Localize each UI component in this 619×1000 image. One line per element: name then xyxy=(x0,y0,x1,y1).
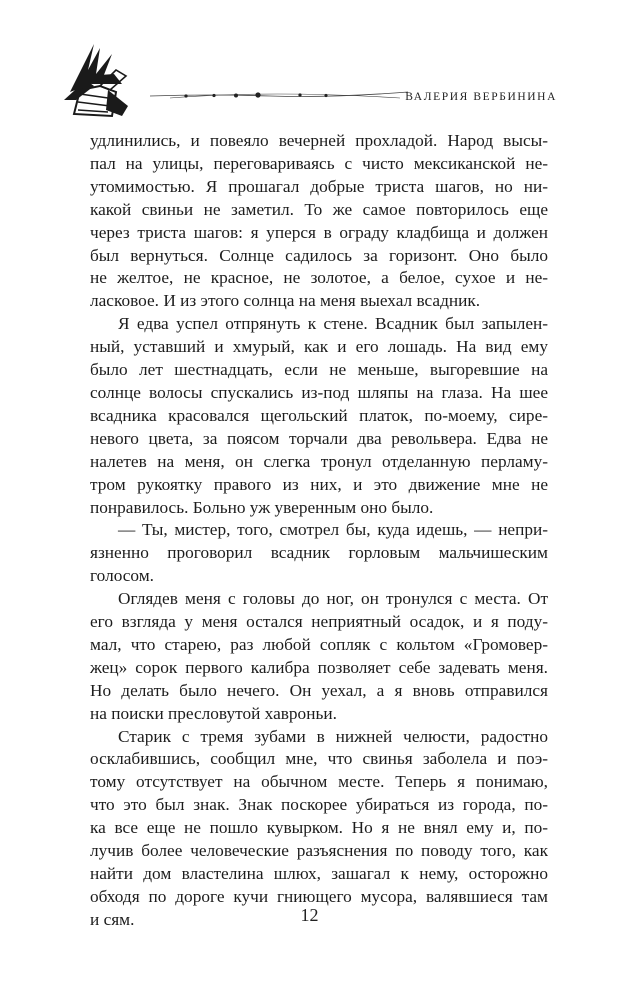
text-line: Оглядев меня с головы до ног, он тронулся с места. От xyxy=(118,589,548,609)
text-line: — Ты, мистер, того, смотрел бы, куда идешь, — непри- xyxy=(118,520,548,540)
text-line: осклабившись, сообщил мне, что свинья заболела и поэ- xyxy=(90,749,548,769)
text-line: было лет шестнадцать, если не меньше, выгоревшие на xyxy=(90,360,548,380)
text-line: невого цвета, за поясом торчали два револьвера. Едва не xyxy=(90,428,548,448)
text-line: удлинились, и повеяло вечерней прохладой. Народ высы- xyxy=(90,131,548,150)
text-line: его взгляда у меня остался неприятный осадок, и я поду- xyxy=(90,612,548,632)
text-line: язненно проговорил всадник горловым мальчишеским xyxy=(90,543,548,563)
text-line: не желтое, не красное, не золотое, а белое, сухое и не- xyxy=(90,268,548,288)
text-line: мал, что старею, раз любой сопляк с кольтом «Громовер- xyxy=(90,634,548,654)
text-line: всадника красовался щегольский платок, по-моему, сире- xyxy=(90,405,548,425)
text-line: на поиски пресловутой хавроньи. xyxy=(90,703,337,723)
text-line: налетев на меня, он слегка тронул отделанную перламу- xyxy=(90,451,548,471)
text-line: что это был знак. Знак поскорее убираться из города, по- xyxy=(90,795,548,815)
text-line: ный, уставший и хмурый, как и его лошадь. На вид ему xyxy=(90,337,548,357)
page-body-text xyxy=(90,130,548,932)
running-header-author: ВАЛЕРИЯ ВЕРБИНИНА xyxy=(405,91,557,103)
text-line: голосом. xyxy=(90,566,155,586)
text-line: тому отсутствует на обычном месте. Теперь я понимаю, xyxy=(90,772,548,792)
text-line: и сям. xyxy=(90,909,135,929)
text-line: найти дом властелина шлюх, зашагал к нему, осторожно xyxy=(90,864,548,883)
text-line: ласковое. И из этого солнца на меня выехал всадник. xyxy=(90,291,481,311)
header-divider-ornament xyxy=(150,86,408,106)
author-emblem-icon xyxy=(56,40,146,122)
text-line: жец» сорок первого калибра позволяет себе задевать меня. xyxy=(90,657,548,677)
text-line: солнце волосы спускались из-под шляпы на глаза. На шее xyxy=(90,382,548,402)
text-line: какой свиньи не заметил. То же самое повторилось еще xyxy=(90,199,548,219)
text-line: тром рукоятку правого из них, и это движение мне не xyxy=(90,474,548,494)
page-number: 12 xyxy=(300,905,319,925)
text-line: был вернуться. Солнце садилось за горизонт. Оно было xyxy=(90,245,548,265)
text-line: понравилось. Больно уж уверенным оно было. xyxy=(90,497,434,517)
text-line: обходя по дороге кучи гниющего мусора, валявшиеся там xyxy=(90,886,548,906)
text-line: пал на улицы, переговариваясь с чисто мексиканской не- xyxy=(90,153,548,173)
text-line: Но делать было нечего. Он уехал, а я вновь отправился xyxy=(90,680,548,700)
text-line: Я едва успел отпрянуть к стене. Всадник был запылен- xyxy=(118,314,548,334)
text-line: через триста шагов: я уперся в ограду кладбища и должен xyxy=(90,222,548,242)
text-line: ка все еще не пошло кувырком. Но я не внял ему и, по- xyxy=(90,818,548,838)
text-line: утомимостью. Я прошагал добрые триста шагов, но ни- xyxy=(90,176,548,196)
text-line: лучив более человеческие разъяснения по поводу того, как xyxy=(90,841,548,861)
text-line: Старик с тремя зубами в нижней челюсти, радостно xyxy=(118,726,548,746)
